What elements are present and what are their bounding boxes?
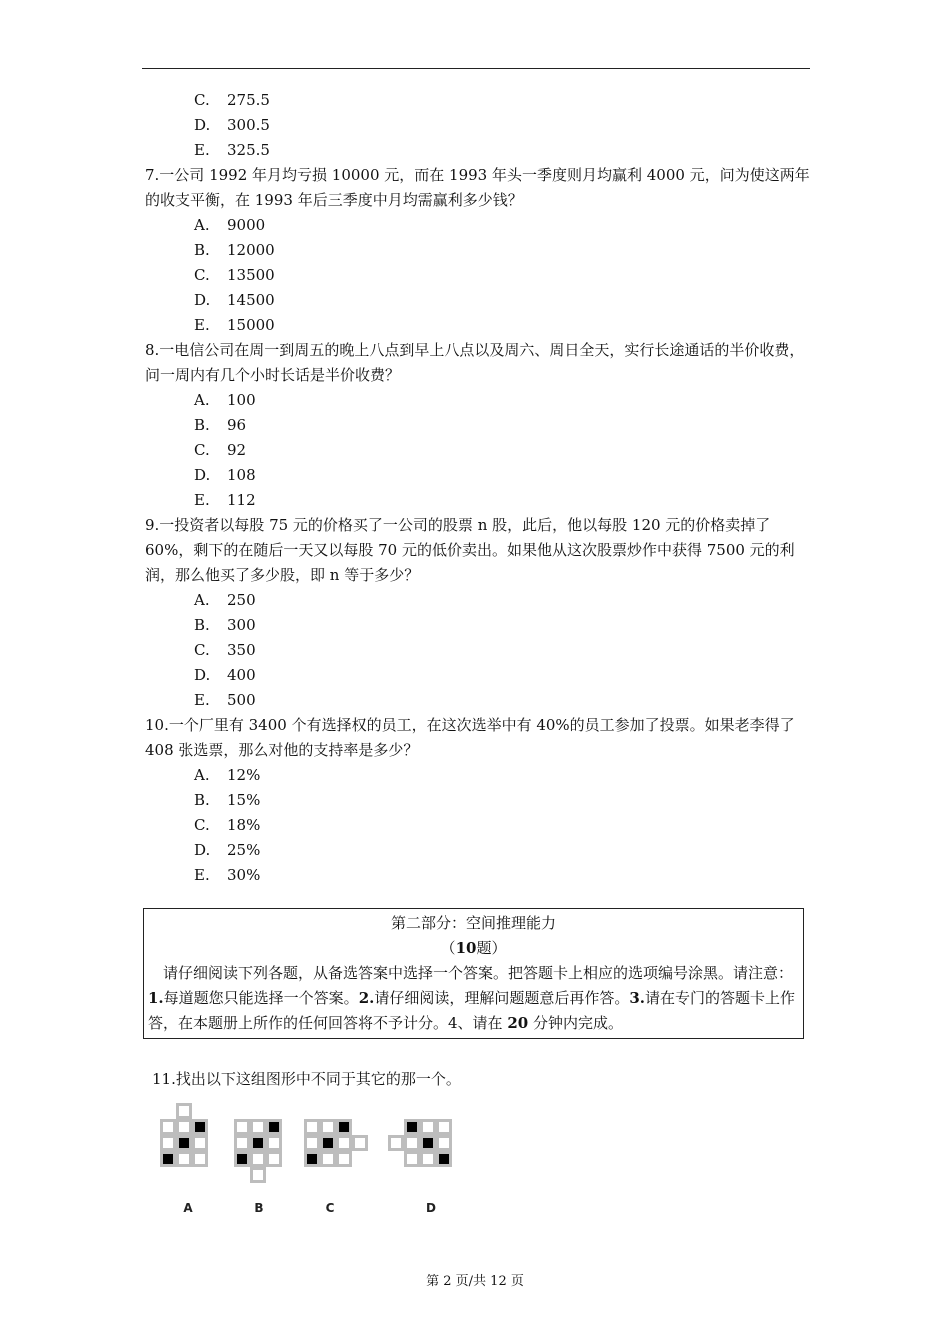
grid-cell <box>252 1121 265 1134</box>
option-a: A. 100 <box>194 391 256 409</box>
grid-cell <box>178 1121 191 1134</box>
option-e: E. 30% <box>194 866 261 884</box>
question-8: 8.一电信公司在周一到周五的晚上八点到早上八点以及周六、周日全天，实行长途通话的半价收费，问一周内有几个小时长话是半价收费？ <box>145 341 805 384</box>
grid-cell <box>268 1153 281 1166</box>
option-c: C. 92 <box>194 441 247 459</box>
page-footer: 第 2 页/共 12 页 <box>426 1274 524 1289</box>
section-instructions: 请仔细阅读下列各题，从备选答案中选择一个答案。把答题卡上相应的选项编号涂黑。请注意：1.每道题您只能选择一个答案。2.请仔细阅读，理解问题题意后再作答。3.请在专门的答题卡上作答，在本题册上所作的任何回答将不予计分。4、请在 20 分钟内完成。 <box>148 964 796 1032</box>
grid-cell <box>306 1121 319 1134</box>
grid-cell <box>422 1137 435 1150</box>
grid-cell <box>194 1121 207 1134</box>
grid-cell <box>236 1121 249 1134</box>
grid-cell <box>178 1153 191 1166</box>
grid-cell <box>406 1137 419 1150</box>
grid-cell <box>194 1153 207 1166</box>
figure-c <box>306 1121 367 1166</box>
option-c: C. 18% <box>194 816 261 834</box>
figure-a <box>162 1105 207 1166</box>
grid-cell <box>322 1121 335 1134</box>
question-11: 11.找出以下这组图形中不同于其它的那一个。 <box>152 1070 461 1088</box>
grid-cell <box>194 1137 207 1150</box>
grid-cell <box>252 1137 265 1150</box>
grid-cell <box>178 1105 191 1118</box>
grid-cell <box>162 1153 175 1166</box>
option-b: B. 300 <box>194 616 256 634</box>
option-e: E. 15000 <box>194 316 275 334</box>
option-a: A. 9000 <box>194 216 266 234</box>
figure-label-d: D <box>426 1201 436 1215</box>
grid-cell <box>322 1137 335 1150</box>
grid-cell <box>338 1137 351 1150</box>
option-c: C. 350 <box>194 641 256 659</box>
option-a: A. 250 <box>194 591 256 609</box>
option-b: B. 96 <box>194 416 247 434</box>
grid-cell <box>406 1121 419 1134</box>
option-b: B. 12000 <box>194 241 275 259</box>
grid-cell <box>306 1153 319 1166</box>
option-d: D. 300.5 <box>194 116 270 134</box>
grid-cell <box>268 1137 281 1150</box>
grid-cell <box>162 1137 175 1150</box>
grid-cell <box>422 1121 435 1134</box>
grid-cell <box>354 1137 367 1150</box>
option-d: D. 14500 <box>194 291 275 309</box>
figure-d <box>390 1121 451 1166</box>
figure-label-b: B <box>254 1201 264 1215</box>
option-e: E. 325.5 <box>194 141 270 159</box>
option-d: D. 25% <box>194 841 261 859</box>
section-count: （10题） <box>440 939 507 957</box>
grid-cell <box>406 1153 419 1166</box>
grid-cell <box>236 1153 249 1166</box>
option-d: D. 400 <box>194 666 256 684</box>
grid-cell <box>338 1121 351 1134</box>
question-9: 9.一投资者以每股 75 元的价格买了一公司的股票 n 股，此后，他以每股 120 元的价格卖掉了 60%，剩下的在随后一天又以每股 70 元的低价卖出。如果他从这次股票炒作中获得 7500 元的利润，那么他买了多少股，即 n 等于多少？ <box>145 516 795 584</box>
option-e: E. 500 <box>194 691 256 709</box>
option-a: A. 12% <box>194 766 261 784</box>
grid-cell <box>338 1153 351 1166</box>
figure-b <box>236 1121 281 1182</box>
grid-cell <box>438 1153 451 1166</box>
grid-cell <box>306 1137 319 1150</box>
grid-cell <box>438 1137 451 1150</box>
grid-cell <box>252 1169 265 1182</box>
section-title: 第二部分：空间推理能力 <box>390 914 556 932</box>
option-e: E. 112 <box>194 491 256 509</box>
grid-cell <box>236 1137 249 1150</box>
figure-label-a: A <box>183 1201 193 1215</box>
question-7: 7.一公司 1992 年月均亏损 10000 元，而在 1993 年头一季度则月均赢利 4000 元，问为使这两年的收支平衡，在 1993 年后三季度中月均需赢利多少钱？ <box>145 166 810 209</box>
grid-cell <box>268 1121 281 1134</box>
grid-cell <box>252 1153 265 1166</box>
grid-cell <box>422 1153 435 1166</box>
question-10: 10.一个厂里有 3400 个有选择权的员工，在这次选举中有 40%的员工参加了投票。如果老李得了 408 张选票，那么对他的支持率是多少？ <box>145 716 795 759</box>
grid-cell <box>162 1121 175 1134</box>
option-d: D. 108 <box>194 466 256 484</box>
figure-label-c: C <box>325 1201 335 1215</box>
grid-cell <box>322 1153 335 1166</box>
option-c: C. 13500 <box>194 266 275 284</box>
option-b: B. 15% <box>194 791 261 809</box>
grid-cell <box>438 1121 451 1134</box>
option-c: C. 275.5 <box>194 91 270 109</box>
grid-cell <box>390 1137 403 1150</box>
grid-cell <box>178 1137 191 1150</box>
